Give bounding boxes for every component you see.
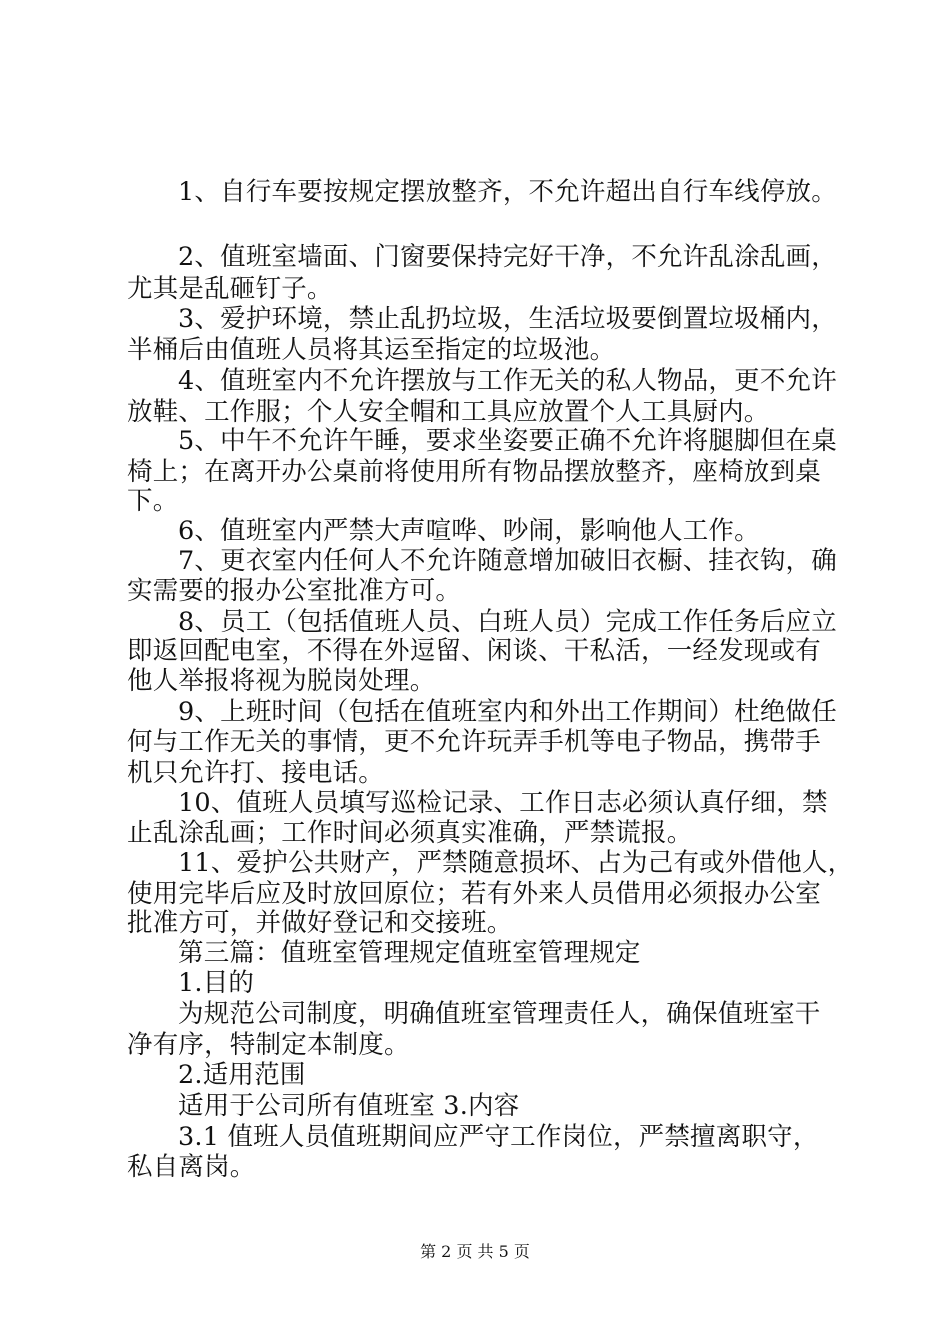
text-line: 为规范公司制度，明确值班室管理责任人，确保值班室干 — [178, 999, 821, 1029]
text-line: 私自离岗。 — [127, 1152, 256, 1182]
text-line: 实需要的报办公室批准方可。 — [127, 576, 462, 606]
text-line: 净有序，特制定本制度。 — [127, 1030, 410, 1060]
text-line: 机只允许打、接电话。 — [127, 758, 385, 788]
text-line: 4、值班室内不允许摆放与工作无关的私人物品，更不允许 — [178, 366, 837, 396]
text-line: 9、上班时间（包括在值班室内和外出工作期间）杜绝做任 — [178, 697, 837, 727]
text-line: 3、爱护环境，禁止乱扔垃圾，生活垃圾要倒置垃圾桶内， — [178, 304, 837, 334]
page-number-footer: 第 2 页 共 5 页 — [420, 1242, 530, 1261]
text-line: 3.1 值班人员值班期间应严守工作岗位，严禁擅离职守， — [178, 1122, 819, 1152]
text-line: 适用于公司所有值班室 3.内容 — [178, 1091, 520, 1121]
text-line: 即返回配电室，不得在外逗留、闲谈、干私活，一经发现或有 — [127, 636, 821, 666]
text-line: 1、自行车要按规定摆放整齐，不允许超出自行车线停放。 — [178, 177, 837, 207]
section-heading: 2.适用范围 — [178, 1060, 306, 1090]
text-line: 他人举报将视为脱岗处理。 — [127, 666, 436, 696]
text-line: 何与工作无关的事情，更不允许玩弄手机等电子物品，携带手 — [127, 727, 821, 757]
text-line: 椅上；在离开办公桌前将使用所有物品摆放整齐，座椅放到桌 — [127, 457, 821, 487]
text-line: 8、员工（包括值班人员、白班人员）完成工作任务后应立 — [178, 607, 837, 637]
text-line: 半桶后由值班人员将其运至指定的垃圾池。 — [127, 335, 616, 365]
text-line: 6、值班室内严禁大声喧哗、吵闹，影响他人工作。 — [178, 516, 760, 546]
section-title: 第三篇：值班室管理规定值班室管理规定 — [178, 938, 641, 968]
text-line: 下。 — [127, 486, 179, 516]
text-line: 放鞋、工作服；个人安全帽和工具应放置个人工具厨内。 — [127, 397, 770, 427]
text-line: 2、值班室墙面、门窗要保持完好干净，不允许乱涂乱画， — [178, 242, 837, 272]
text-line: 止乱涂乱画；工作时间必须真实准确，严禁谎报。 — [127, 818, 693, 848]
text-line: 使用完毕后应及时放回原位；若有外来人员借用必须报办公室 — [127, 879, 821, 909]
text-line: 批准方可，并做好登记和交接班。 — [127, 908, 513, 938]
text-line: 11、爱护公共财产，严禁随意损坏、占为己有或外借他人， — [178, 848, 854, 878]
section-heading: 1.目的 — [178, 968, 255, 998]
text-line: 7、更衣室内任何人不允许随意增加破旧衣橱、挂衣钩，确 — [178, 546, 837, 576]
text-line: 5、中午不允许午睡，要求坐姿要正确不允许将腿脚但在桌 — [178, 426, 837, 456]
text-line: 尤其是乱砸钉子。 — [127, 274, 333, 304]
text-line: 10、值班人员填写巡检记录、工作日志必须认真仔细，禁 — [178, 788, 828, 818]
